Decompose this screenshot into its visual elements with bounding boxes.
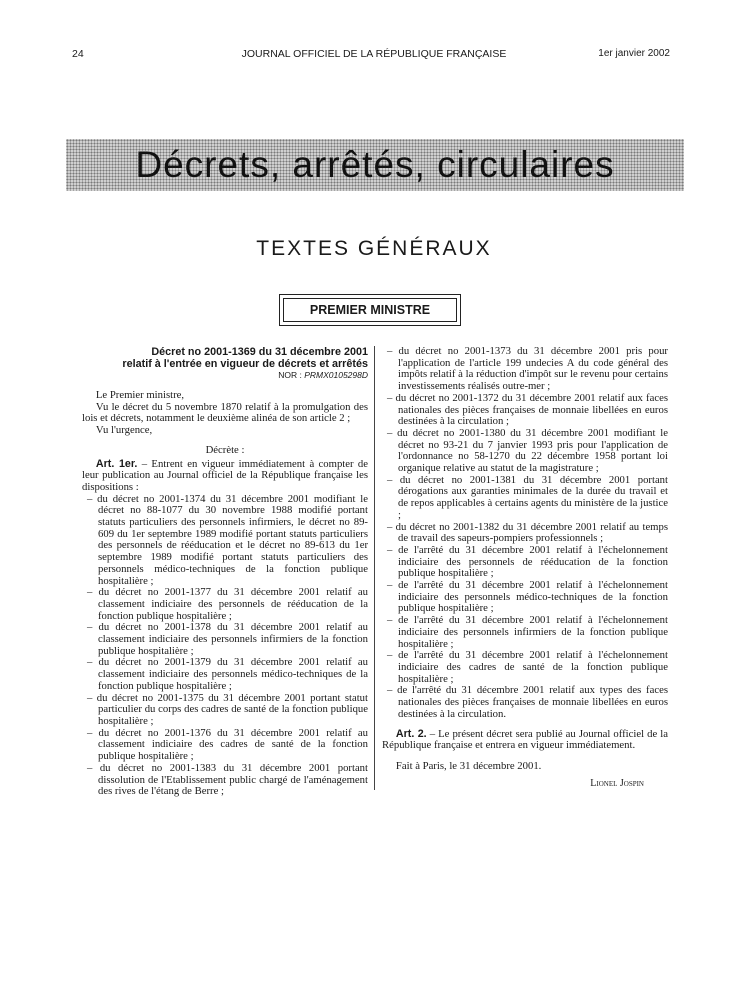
ministry-title: PREMIER MINISTRE [283, 298, 457, 322]
article-2-text: – Le présent décret sera publié au Journal officiel de la République française et entrera en vigueur immédiatement. [382, 727, 668, 752]
article-2-label: Art. 2. [395, 727, 427, 740]
list-item: – du décret no 2001-1381 du 31 décembre 2001 portant dérogations aux garanties minimales de la durée du travail et de repos applicables à certains agents du ministère de la justice ; [387, 473, 668, 521]
list-item: – du décret no 2001-1372 du 31 décembre 2001 relatif aux faces nationales des pièces françaises de monnaie libellées en euros destinées à la circulation ; [387, 391, 668, 428]
preamble-line: Vu l'urgence, [95, 424, 153, 437]
decree-title-line2: relatif à l'entrée en vigueur de décrets et arrêtés [122, 358, 368, 370]
list-item: – de l'arrêté du 31 décembre 2001 relatif à l'échelonnement indiciaire des personnels infirmiers de la fonction publique hospitalière ; [387, 614, 668, 650]
nor-label: NOR : [278, 370, 302, 380]
journal-title: JOURNAL OFFICIEL DE LA RÉPUBLIQUE FRANÇAISE [241, 48, 507, 60]
article-2 [382, 729, 668, 752]
right-column [382, 346, 668, 789]
list-item: – du décret no 2001-1374 du 31 décembre 2001 modifiant le décret no 88-1077 du 30 novembre 1988 modifié portant statuts particuliers des personnels infirmiers, le décret no 89-609 du 1er septembre 1989 modifié portant statuts particuliers des personnels de rééducation et le décret no 89-613 du 1er septembre 1989 modifié portant statuts particuliers des personnels médico-techniques de la fonction publique hospitalière ; [87, 492, 368, 587]
article-1-label: Art. 1er. [95, 457, 138, 470]
list-item: – de l'arrêté du 31 décembre 2001 relatif à l'échelonnement indiciaire des personnels médico-techniques de la fonction publique hospitalière ; [387, 579, 668, 615]
preamble-line: Vu le décret du 5 novembre 1870 relatif à la promulgation des lois et décrets, notamment le deuxième alinéa de son article 2 ; [82, 400, 368, 425]
list-item: – du décret no 2001-1379 du 31 décembre 2001 relatif au classement indiciaire des personnels médico-techniques de la fonction publique hospitalière ; [87, 656, 368, 692]
list-item: – du décret no 2001-1382 du 31 décembre 2001 relatif au temps de travail des sapeurs-pompiers professionnels ; [387, 520, 668, 545]
section-title: TEXTES GÉNÉRAUX [256, 237, 492, 260]
issue-date: 1er janvier 2002 [598, 48, 670, 59]
list-item: – du décret no 2001-1375 du 31 décembre 2001 portant statut particulier du corps des cadres de santé de la fonction publique hospitalière ; [87, 691, 368, 727]
article-1-text: – Entrent en vigueur immédiatement à compter de leur publication au Journal officiel de la République française les dispositions : [82, 457, 368, 493]
list-item: – du décret no 2001-1373 du 31 décembre 2001 pris pour l'application de l'article 199 undecies A du code général des impôts relatif à la réduction d'impôt sur le revenu pour certains investissements réalisés outre-mer ; [387, 345, 668, 393]
list-item: – du décret no 2001-1380 du 31 décembre 2001 modifiant le décret no 93-21 du 7 janvier 1993 pris pour l'application de l'ordonnance no 58-1270 du 22 décembre 1958 portant loi organique relative au statut de la magistrature ; [387, 426, 668, 475]
column-divider [374, 346, 375, 790]
article-1 [82, 459, 368, 494]
preamble-line: Le Premier ministre, [95, 389, 185, 401]
list-item: – de l'arrêté du 31 décembre 2001 relatif à l'échelonnement indiciaire des personnels de rééducation de la fonction publique hospitalière ; [387, 543, 668, 580]
list-item: – du décret no 2001-1378 du 31 décembre 2001 relatif au classement indiciaire des personnels infirmiers de la fonction publique hospitalière ; [87, 621, 368, 657]
left-column [82, 346, 368, 798]
signature: Lionel Jospin [590, 777, 644, 789]
decrete: Décrète : [205, 443, 245, 456]
list-item: – du décret no 2001-1377 du 31 décembre 2001 relatif au classement indiciaire des personnels de rééducation de la fonction publique hospitalière ; [87, 586, 368, 622]
decree-title-line1: Décret no 2001-1369 du 31 décembre 2001 [151, 346, 368, 358]
list-item: – de l'arrêté du 31 décembre 2001 relatif à l'échelonnement indiciaire des cadres de santé de la fonction publique hospitalière ; [387, 649, 668, 685]
done-at-paris: Fait à Paris, le 31 décembre 2001. [395, 759, 542, 772]
nor-code: PRMX0105298D [304, 370, 368, 380]
page-number: 24 [72, 48, 84, 60]
list-item: – du décret no 2001-1383 du 31 décembre 2001 portant dissolution de l'Etablissement public chargé de l'aménagement des rives de l'étang de Berre ; [87, 761, 368, 798]
banner-title: Décrets, arrêtés, circulaires [135, 144, 615, 185]
list-item: – du décret no 2001-1376 du 31 décembre 2001 relatif au classement indiciaire des cadres de santé de la fonction publique hospitalière ; [87, 726, 368, 763]
nor-reference [82, 370, 368, 381]
list-item: – de l'arrêté du 31 décembre 2001 relatif aux types des faces nationales des pièces françaises de monnaie libellées en euros destinées à la circulation. [387, 684, 668, 720]
